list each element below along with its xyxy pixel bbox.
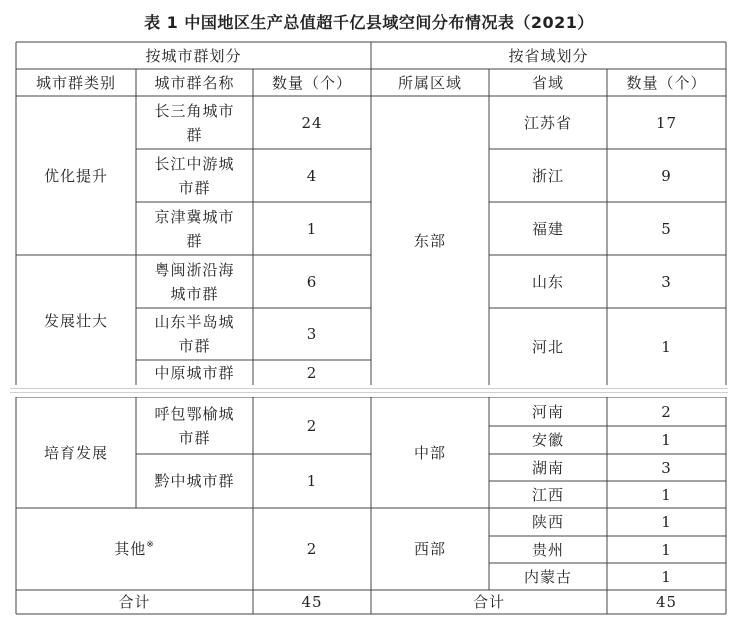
other-footnote-mark: ※ <box>146 540 155 550</box>
column-header-cluster-name: 城市群名称 <box>154 73 235 92</box>
category-cell: 发展壮大 <box>43 311 108 330</box>
page-break-gap <box>0 385 738 397</box>
province-name-cell: 陕西 <box>531 513 564 531</box>
column-header-count-left: 数量（个） <box>271 73 352 92</box>
province-count-cell: 1 <box>661 540 672 559</box>
province-name-cell: 江苏省 <box>523 113 572 132</box>
category-cell: 培育发展 <box>43 443 108 462</box>
total-label-right: 合计 <box>472 593 505 611</box>
region-cell: 西部 <box>413 540 446 558</box>
province-name-cell: 江西 <box>531 485 564 504</box>
province-count-cell: 2 <box>661 402 672 421</box>
province-name-cell: 内蒙古 <box>523 567 572 586</box>
cluster-name-cell: 长三角城市群 <box>154 101 235 144</box>
province-count-cell: 1 <box>661 338 672 356</box>
province-name-cell: 福建 <box>531 219 564 238</box>
total-value-left: 45 <box>301 593 323 611</box>
column-header-count-right: 数量（个） <box>626 73 707 92</box>
page-break-line <box>10 388 728 389</box>
cluster-count-cell: 1 <box>306 472 318 490</box>
province-count-cell: 1 <box>661 485 672 504</box>
cluster-count-cell: 6 <box>306 272 318 291</box>
region-cell: 东部 <box>413 232 446 250</box>
cluster-name-cell: 山东半岛城市群 <box>154 313 235 355</box>
cluster-count-cell: 1 <box>306 219 318 238</box>
cluster-name-cell: 黔中城市群 <box>154 472 235 490</box>
province-count-cell: 5 <box>661 219 672 238</box>
cluster-name-cell: 呼包鄂榆城市群 <box>154 404 235 447</box>
province-name-cell: 安徽 <box>531 431 564 449</box>
province-name-cell: 河北 <box>531 338 564 356</box>
header-by-province: 按省域划分 <box>508 46 589 65</box>
column-header-category: 城市群类别 <box>35 73 116 92</box>
province-count-cell: 1 <box>661 567 672 586</box>
province-name-cell: 浙江 <box>531 166 564 185</box>
cluster-count-cell: 4 <box>306 166 318 185</box>
province-count-cell: 1 <box>661 513 672 531</box>
header-by-city-cluster: 按城市群划分 <box>145 46 242 65</box>
column-header-province: 省域 <box>531 73 564 92</box>
cluster-name-cell: 粤闽浙沿海城市群 <box>154 260 235 303</box>
province-count-cell: 17 <box>655 113 678 132</box>
region-cell: 中部 <box>413 443 446 462</box>
province-name-cell: 贵州 <box>531 540 564 559</box>
province-count-cell: 9 <box>661 166 672 185</box>
province-name-cell: 湖南 <box>531 458 564 477</box>
other-count-cell: 2 <box>306 540 318 558</box>
province-name-cell: 河南 <box>531 402 564 421</box>
column-header-region: 所属区域 <box>397 73 462 92</box>
province-count-cell: 3 <box>661 272 672 291</box>
province-count-cell: 1 <box>661 431 672 449</box>
table-title: 表 1 中国地区生产总值超千亿县域空间分布情况表（2021） <box>144 13 594 32</box>
cluster-count-cell: 24 <box>301 113 323 132</box>
cluster-name-cell: 京津冀城市群 <box>154 207 235 250</box>
cluster-name-cell: 中原城市群 <box>154 364 235 382</box>
page-break-line <box>10 392 728 393</box>
cluster-name-cell: 长江中游城市群 <box>154 154 235 197</box>
cluster-count-cell: 2 <box>306 416 318 435</box>
other-label: 其他 <box>114 540 147 558</box>
category-cell: 优化提升 <box>43 166 108 185</box>
cluster-count-cell: 3 <box>306 325 318 343</box>
total-value-right: 45 <box>655 593 678 611</box>
cluster-count-cell: 2 <box>306 364 318 382</box>
province-name-cell: 山东 <box>531 272 564 291</box>
province-count-cell: 3 <box>661 458 672 477</box>
total-label-left: 合计 <box>118 593 151 611</box>
category-cell-other <box>16 508 253 590</box>
